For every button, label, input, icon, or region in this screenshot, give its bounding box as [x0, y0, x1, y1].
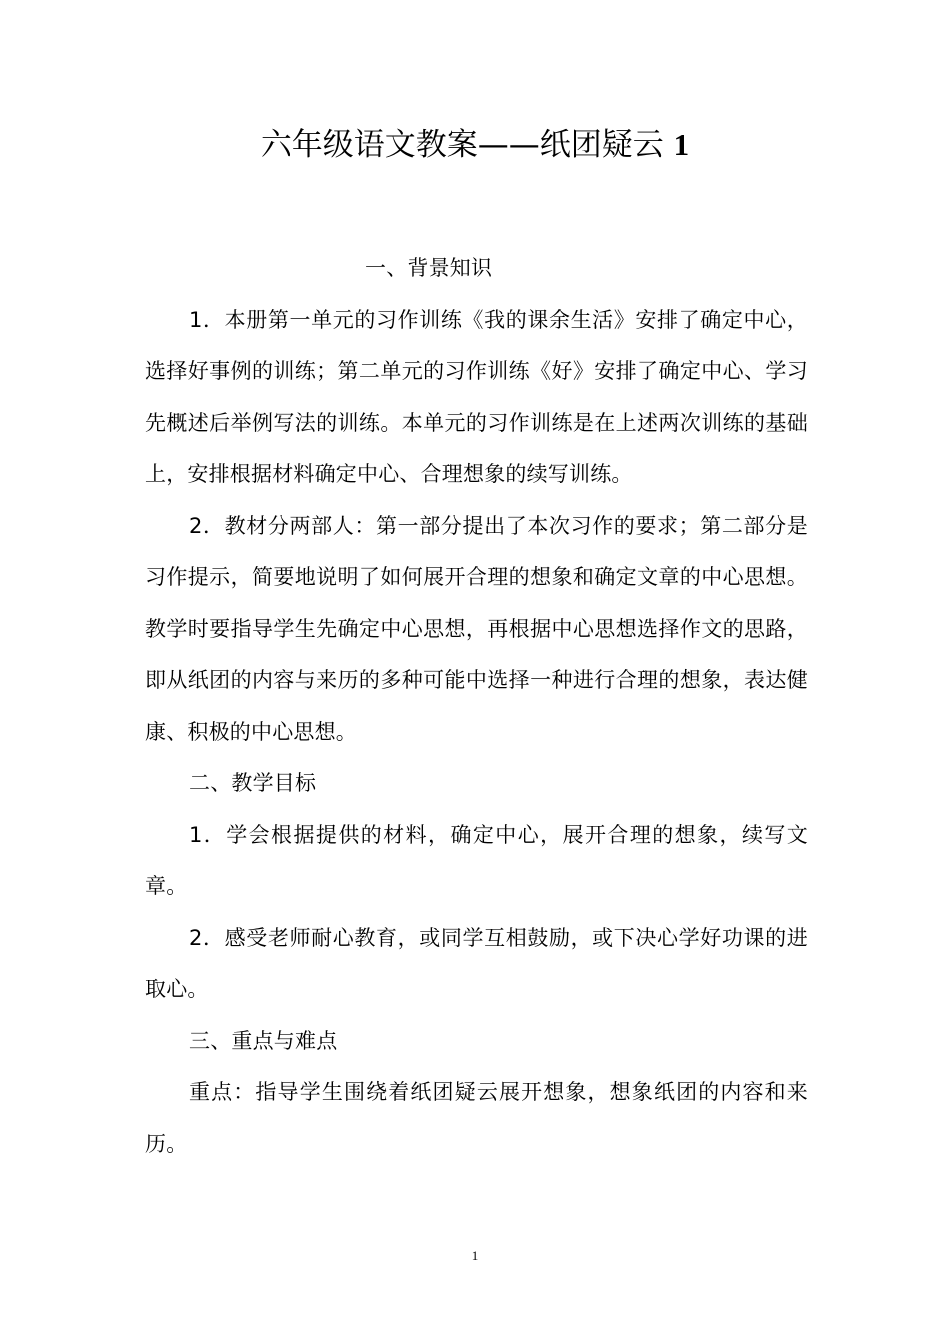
paragraph-goal-2: 2．感受老师耐心教育，或同学互相鼓励，或下决心学好功课的进取心。 [145, 925, 808, 1001]
paragraph-background-1: 1．本册第一单元的习作训练《我的课余生活》安排了确定中心，选择好事例的训练；第二单元的习作训练《好》安排了确定中心、学习先概述后举例写法的训练。本单元的习作训练是在上述两次训练的基础上，安排根据材料确定中心、合理想象的续写训练。 [145, 307, 808, 486]
section-heading-goals: 二、教学目标 [189, 771, 317, 795]
document-body [145, 243, 808, 1170]
paragraph-goal-1: 1．学会根据提供的材料，确定中心，展开合理的想象，续写文章。 [145, 822, 808, 898]
page-number: 1 [471, 1248, 479, 1263]
section-heading-background: 一、背景知识 [365, 256, 493, 280]
title-text: 六年级语文教案——纸团疑云 [260, 127, 664, 163]
title-number: 1 [673, 127, 690, 162]
section-heading-key-points: 三、重点与难点 [189, 1028, 338, 1053]
paragraph-key-point: 重点：指导学生围绕着纸团疑云展开想象，想象纸团的内容和来历。 [145, 1080, 808, 1156]
paragraph-background-2: 2．教材分两部人：第一部分提出了本次习作的要求；第二部分是习作提示，简要地说明了如何展开合理的想象和确定文章的中心思想。教学时要指导学生先确定中心思想，再根据中心思想选择作文的思路，即从纸团的内容与来历的多种可能中选择一种进行合理的想象，表达健康、积极的中心思想。 [145, 513, 808, 744]
document-title [0, 122, 950, 168]
